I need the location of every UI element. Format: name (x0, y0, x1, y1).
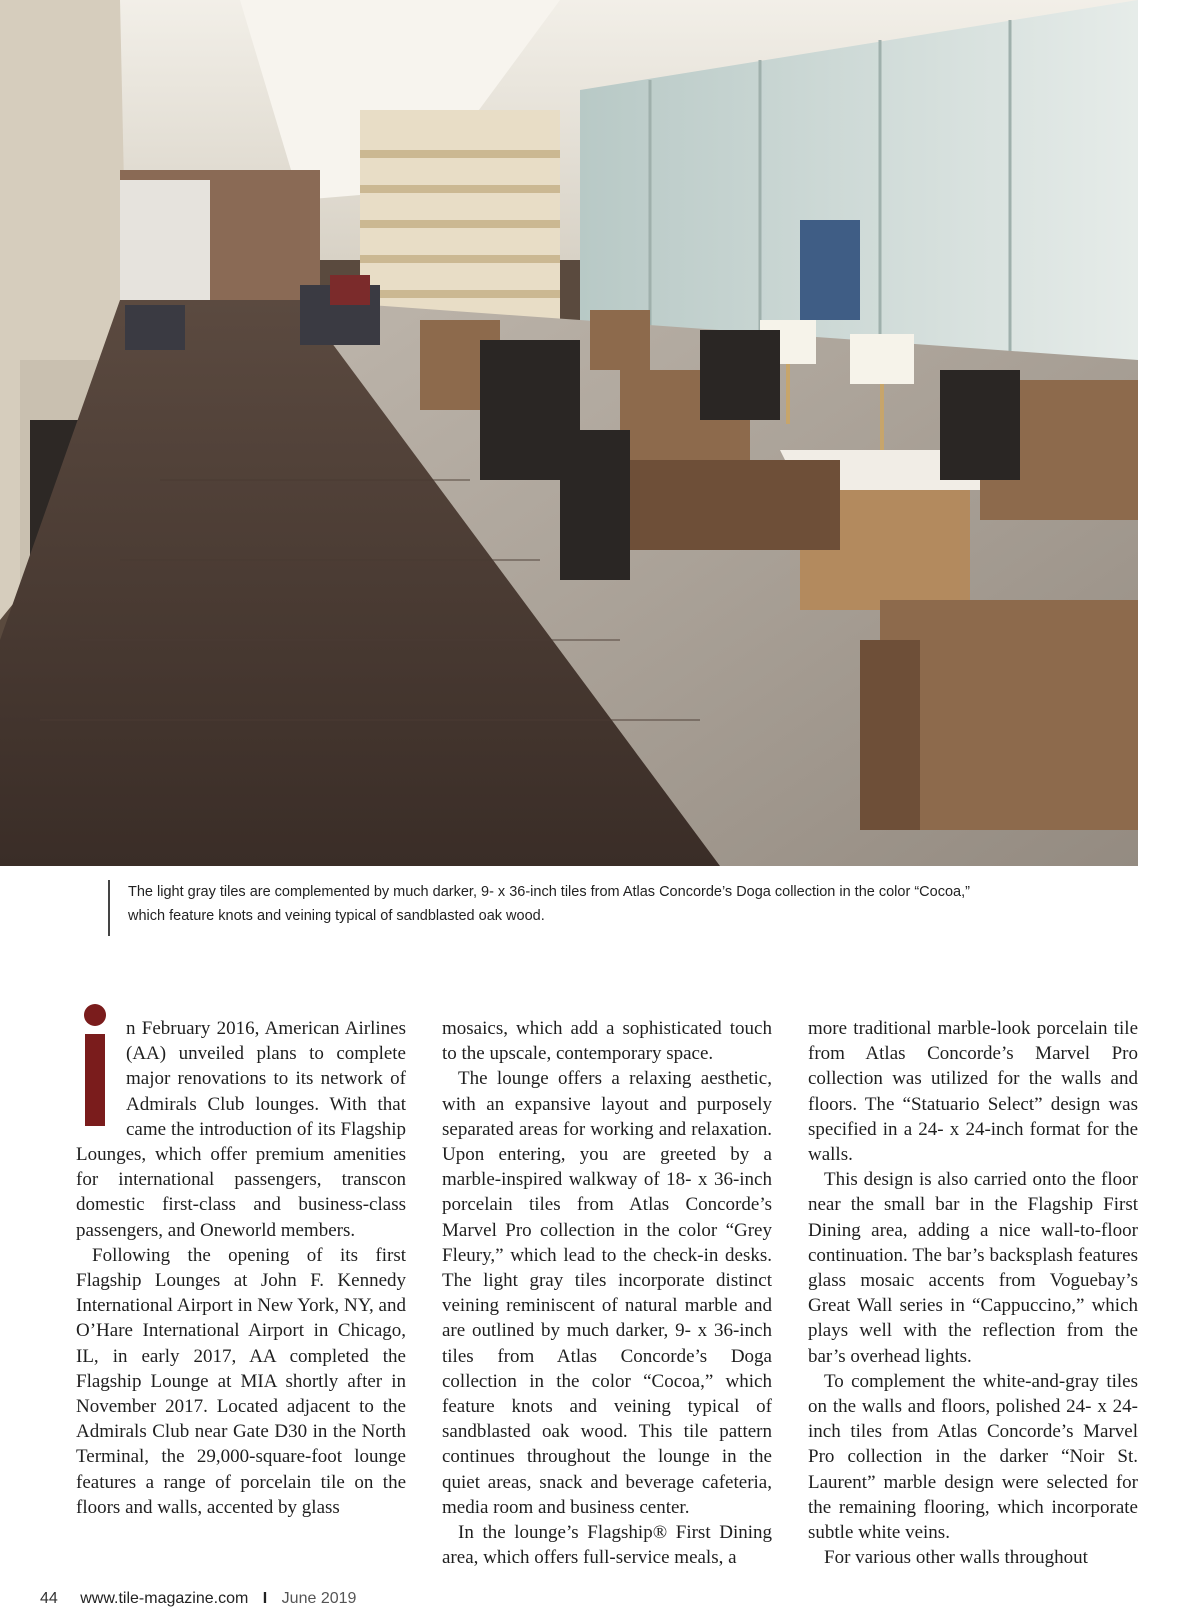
caption-line-1: The light gray tiles are complemented by much darker, 9- x 36-inch tiles from Atlas Concorde’s Doga collection in the color “Cocoa,” (128, 884, 970, 900)
paragraph: mosaics, which add a sophisticated touch to the upscale, contemporary space. (442, 1018, 772, 1065)
paragraph: The lounge offers a relaxing aesthetic, with an expansive layout and purposely separated areas for working and relaxation. Upon entering, you are greeted by a marble-inspired walkway of 18- x 36-inch porcelain tiles from Atlas Concorde’s Marvel Pro collection in the color “Grey Fleury,” which lead to the check-in desks. The light gray tiles incorporate distinct veining reminiscent of natural marble and are outlined by much darker, 9- x 36-inch tiles from Atlas Concorde’s Doga collection in the color “Cocoa,” which feature knots and veining typical of sandblasted oak wood. This tile pattern continues throughout the lounge in the quiet areas, snack and beverage cafeteria, media room and business center. (442, 1068, 772, 1518)
drop-cap-stem (85, 1034, 105, 1126)
drop-cap (76, 1004, 112, 1130)
drop-cap-dot (84, 1004, 106, 1026)
paragraph: This design is also carried onto the floor near the small bar in the Flagship First Dining area, adding a nice wall-to-floor continuation. The bar’s backsplash features glass mosaic accents from Voguebay’s Great Wall series in “Cappuccino,” which plays well with the reflection from the bar’s overhead lights. (808, 1169, 1138, 1367)
paragraph: In the lounge’s Flagship® First Dining area, which offers full-service meals, a (442, 1522, 772, 1569)
paragraph: For various other walls throughout (824, 1547, 1088, 1569)
article-body (76, 1016, 1138, 1569)
article-column-1 (76, 1016, 406, 1520)
article-column-3 (808, 1016, 1138, 1570)
website-link[interactable]: www.tile-magazine.com (80, 1590, 249, 1607)
article-column-2 (442, 1016, 772, 1570)
issue-date: June 2019 (281, 1590, 357, 1607)
paragraph: more traditional marble-look porcelain tile from Atlas Concorde’s Marvel Pro collection was utilized for the walls and floors. The “Statuario Select” design was specified in a 24- x 24-inch format for the walls. (808, 1018, 1138, 1166)
paragraph: n February 2016, American Airlines (AA) unveiled plans to complete major renovations to its network of Admirals Club lounges. With that came the introduction of its Flagship Lounges, which offer premium amenities for international passengers, transcon domestic first-class and business-class passengers, and Oneworld members. (76, 1018, 406, 1241)
paragraph: Following the opening of its first Flagship Lounges at John F. Kennedy International Airport in New York, NY, and O’Hare International Airport in Chicago, IL, in early 2017, AA completed the Flagship Lounge at MIA shortly after in November 2017. Located adjacent to the Admirals Club near Gate D30 in the North Terminal, the 29,000-square-foot lounge features a range of porcelain tile on the floors and walls, accented by glass (76, 1244, 406, 1518)
page-number: 44 (40, 1590, 58, 1607)
photo-caption (108, 880, 1068, 936)
footer-separator: I (262, 1590, 268, 1607)
page-footer (40, 1590, 356, 1612)
paragraph: To complement the white-and-gray tiles on the walls and floors, polished 24- x 24-inch tiles from Atlas Concorde’s Marvel Pro collection in the darker “Noir St. Laurent” marble design were selected for the remaining flooring, which incorporate subtle white veins. (808, 1370, 1138, 1544)
caption-line-2: which feature knots and veining typical of sandblasted oak wood. (128, 908, 545, 924)
